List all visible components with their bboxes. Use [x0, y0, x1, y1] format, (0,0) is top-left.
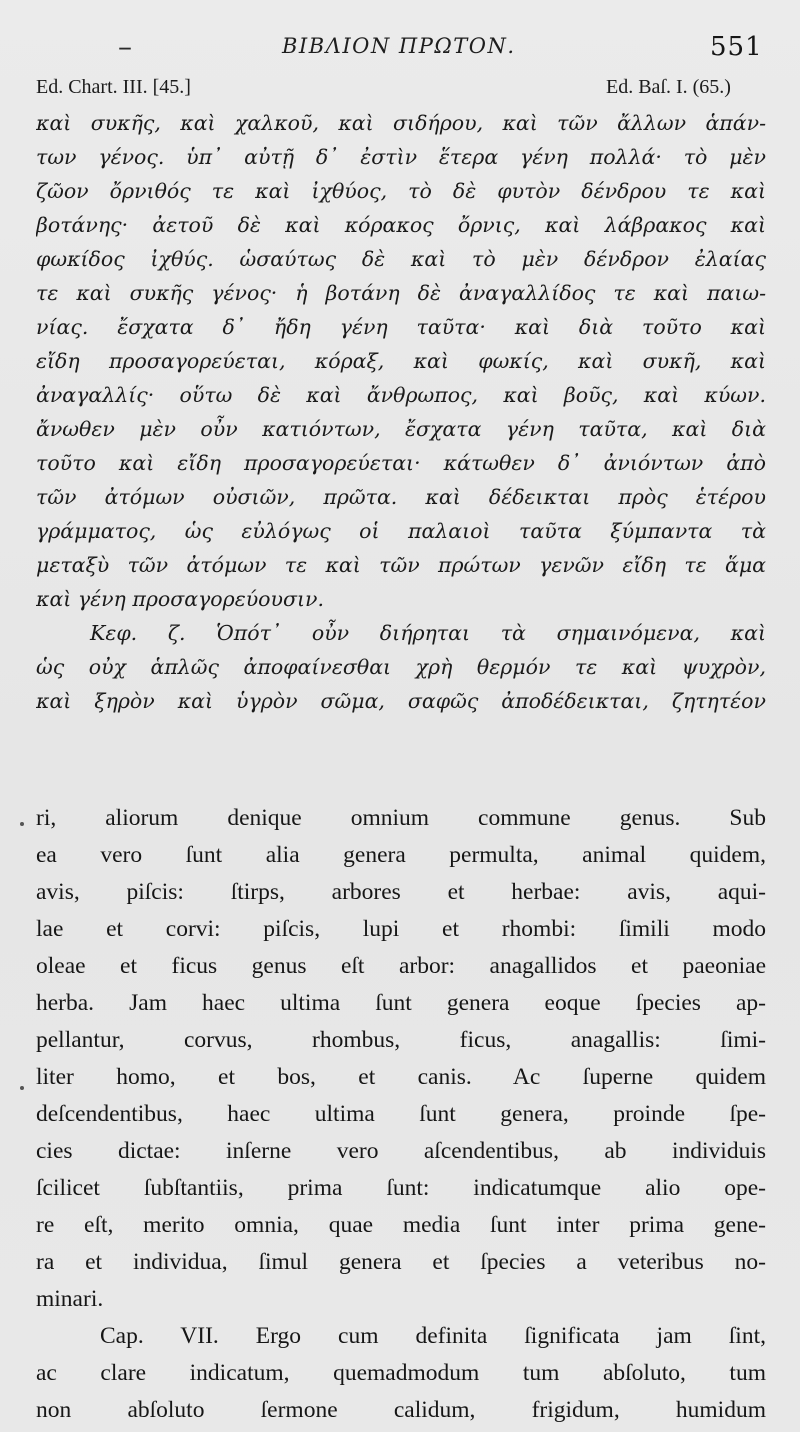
greek-line: ἀναγαλλίς· οὕτω δὲ καὶ ἄνθρωπος, καὶ βοῦς, καὶ κύων. [36, 383, 766, 407]
latin-line: lae et corvi: piſcis, lupi et rhombi: ſimili modo [36, 916, 766, 942]
greek-line: μεταξὺ τῶν ἀτόμων τε καὶ τῶν πρώτων γενῶν εἴδη τε ἅμα [36, 553, 766, 577]
latin-text [36, 800, 766, 1429]
header-dash: – [118, 30, 132, 63]
latin-line: cies dictae: inſerne vero aſcendentibus, ab individuis [36, 1138, 766, 1164]
greek-line: τε καὶ συκῆς γένος· ἡ βοτάνη δὲ ἀναγαλλίδος τε καὶ παιω- [36, 281, 766, 305]
greek-line: των γένος. ὑπ᾽ αὐτῇ δ᾽ ἐστὶν ἕτερα γένη πολλά· τὸ μὲν [36, 145, 766, 169]
greek-line: γράμματος, ὡς εὐλόγως οἱ παλαιοὶ ταῦτα ξύμπαντα τὰ [36, 519, 766, 543]
latin-line: ea vero ſunt alia genera permulta, animal quidem, [36, 842, 766, 868]
latin-chapter-heading-line: Cap. VII. Ergo cum definita ſignificata jam ſint, [100, 1323, 766, 1349]
latin-line: herba. Jam haec ultima ſunt genera eoque ſpecies ap- [36, 990, 766, 1016]
latin-line: non abſoluto ſermone calidum, frigidum, humidum [36, 1397, 766, 1423]
page-number: 551 [710, 32, 763, 62]
greek-line: καὶ ξηρὸν καὶ ὑγρὸν σῶμα, σαφῶς ἀποδέδεικται, ζητητέον [36, 689, 766, 713]
greek-line: τοῦτο καὶ εἴδη προσαγορεύεται· κάτωθεν δ᾽ ἀνιόντων ἀπὸ [36, 451, 766, 475]
greek-line: καὶ συκῆς, καὶ χαλκοῦ, καὶ σιδήρου, καὶ τῶν ἄλλων ἁπάν- [36, 111, 766, 135]
margin-mark [20, 1086, 24, 1090]
greek-line: εἴδη προσαγορεύεται, κόραξ, καὶ φωκίς, καὶ συκῆ, καὶ [36, 349, 766, 373]
greek-line: τῶν ἀτόμων οὐσιῶν, πρῶτα. καὶ δέδεικται πρὸς ἑτέρου [36, 485, 766, 509]
greek-line: ὡς οὐχ ἁπλῶς ἀποφαίνεσθαι χρὴ θερμόν τε καὶ ψυχρὸν, [36, 655, 766, 679]
latin-line: liter homo, et bos, et canis. Ac ſuperne quidem [36, 1064, 766, 1090]
latin-line: ſcilicet ſubſtantiis, prima ſunt: indicatumque alio ope- [36, 1175, 766, 1201]
latin-line: oleae et ficus genus eſt arbor: anagallidos et paeoniae [36, 953, 766, 979]
latin-line: minari. [36, 1286, 104, 1312]
greek-line: φωκίδος ἰχθύς. ὡσαύτως δὲ καὶ τὸ μὲν δένδρον ἐλαίας [36, 247, 766, 271]
greek-line: ἄνωθεν μὲν οὖν κατιόντων, ἔσχατα γένη ταῦτα, καὶ διὰ [36, 417, 766, 441]
greek-line: νίας. ἔσχατα δ᾽ ἤδη γένη ταῦτα· καὶ διὰ τοῦτο καὶ [36, 315, 766, 339]
edition-reference-right: Ed. Baſ. I. (65.) [606, 76, 731, 98]
margin-mark [20, 822, 24, 826]
greek-line: καὶ γένη προσαγορεύουσιν. [36, 587, 324, 611]
latin-line: ac clare indicatum, quemadmodum tum abſoluto, tum [36, 1360, 766, 1386]
latin-line: ra et individua, ſimul genera et ſpecies a veteribus no- [36, 1249, 766, 1275]
book-title: ΒΙΒΛΙΟΝ ΠΡΩΤΟΝ. [282, 34, 516, 58]
latin-line: ri, aliorum denique omnium commune genus. Sub [36, 805, 766, 831]
latin-line: deſcendentibus, haec ultima ſunt genera, proinde ſpe- [36, 1101, 766, 1127]
latin-line: pellantur, corvus, rhombus, ficus, anagallis: ſimi- [36, 1027, 766, 1053]
greek-line: ζῶον ὄρνιθός τε καὶ ἰχθύος, τὸ δὲ φυτὸν δένδρου τε καὶ [36, 179, 766, 203]
greek-chapter-heading-line: Κεφ. ζ. Ὁπότ᾽ οὖν διήρηται τὰ σημαινόμενα, καὶ [90, 621, 766, 645]
greek-text [36, 106, 766, 718]
running-head [0, 30, 800, 64]
latin-line: avis, piſcis: ſtirps, arbores et herbae: avis, aqui- [36, 879, 766, 905]
edition-reference-left: Ed. Chart. III. [45.] [36, 76, 191, 98]
latin-line: re eſt, merito omnia, quae media ſunt inter prima gene- [36, 1212, 766, 1238]
greek-line: βοτάνης· ἀετοῦ δὲ καὶ κόρακος ὄρνις, καὶ λάβρακος καὶ [36, 213, 766, 237]
